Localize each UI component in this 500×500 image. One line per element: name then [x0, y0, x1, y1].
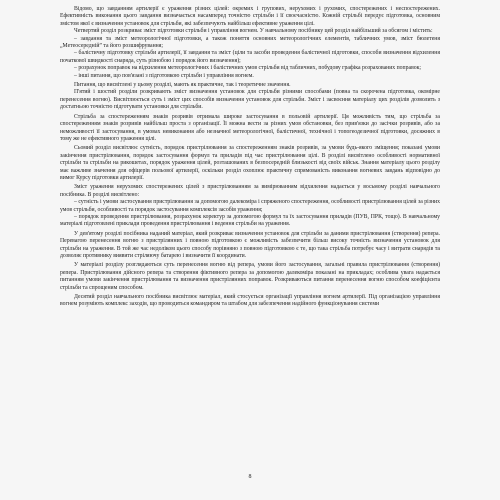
paragraph-section-10: Десятий розділ навчального посібника висвітлює матеріал, який стосується організації управління вогнем артилерії. Під організацією управління вогнем розуміють комплекс заходів, що проводиться командиром та штабом для забезпечення надійного функціонування системи	[60, 294, 440, 308]
paragraph-section-8: Зміст ураження нерухомих спостережених цілей з пристрілюванням за вимірюванням відхилення надається у восьмому розділі навчального посібника. В розділі висвітлено:	[60, 184, 440, 198]
list-item-ballistic: – балістичну підготовку стрільби артилерії, її завдання та зміст (ціли та засоби проведення балістичної підготовки, способи визначення відхилення початкової швидкості снаряда, суть різнобою і порядок його визначення);	[60, 50, 440, 64]
paragraph-reference-point: У матеріалі розділу розглядаються суть перенесення вогню від репера, умови його застосування, загальні правила пристрілювання (створення) репера. Пристрілювання дійсного репера та створення фіктивного репера за допомогою далекоміра показані на прикладах; особлива увага надається питанням умови закінчення пристрілювання та визначення пристрілянних поправок. Розкриваються питання перенесення вогню способом коефіцієнта стрільби та спрощеним способом.	[60, 262, 440, 291]
list-item-rangefinder: – сутність і умови застосування пристрілювання за допомогою далекоміра і спряженого спостереження, особливості пристрілювання цілей за різних умов стрільби, особливості та порядок застосування комплексів засобів ураження;	[60, 199, 440, 213]
page-number: 8	[248, 474, 252, 480]
paragraph-section-4: Четвертий розділ розкриває зміст підготовки стрільби і управління вогнем. У навчальному посібнику цей розділ найбільший за обсягом і містить:	[74, 28, 433, 35]
body-text	[60, 6, 440, 309]
list-item-corrections: – розрахунок поправок на відхилення метеорологічних і балістичних умов стрільби від табличних, побудову графіка розрахованих поправок;	[74, 65, 422, 72]
paragraph-intro: Відомо, що завданням артилерії є ураження різних цілей: окремих і групових, нерухомих і рухомих, спостережених і неспостережених. Ефективність виконання цього завдання визначається насамперед точністю стрільби і її своєчасністю. Кожній стрільбі передує підготовка, основним змістом якої є визначення установок для стрільби, які забезпечують найбільш ефективне ураження цілі.	[60, 6, 440, 27]
paragraph-sections-5-6: П'ятий і шостий розділи розкривають зміст визначення установок для стрільби різними способами (повна та скорочена підготовка, окомірне перенесення вогню). Висвітлюється суть і зміст цих способів визначення установок для стрільби. Зміст і засвоєння матеріалу цих розділів дозволить з достатньою точністю підготувати установки для стрільби.	[60, 89, 440, 111]
paragraph-significance: Питання, що висвітлені у цьому розділі, мають як практичне, так і теоретичне значення.	[74, 82, 291, 89]
list-item-meteo: – завдання та зміст метеорологічної підготовки, а також поняття основних метеорологічних елементів, табличних умов, зміст бюлетеня „Метеосередній” та його розшифрування;	[60, 35, 440, 50]
paragraph-observation-fire: Стрільба за спостереженням знаків розривів отримала широке застосування в польовій артилерії. Ця можливість тим, що стрільба за спостереженням знаків розривів найбільш проста з організації. Її можна вести за різних умов обстановки, без прив'язки до засічки розривів, або за неможливості її застосування, в умовах невиконання або незначної метеорологічної, балістичної, технічної і топогеодезичної підготовки, досяжних в тому же не ефективного ураження цілі.	[60, 113, 440, 142]
paragraph-section-7: Сьомий розділ висвітлює сутність, порядок пристрілювання за спостереженням знаків розривів, за умови будь-якого зміщення; показані умови закінчення пристрілювання, порядок застосування формул та приладів під час пристрілювання цілі. В розділі висвітлено особливості нормативної стрільби та стрільби на рикошетах, порядок ураження цілей, розташованих в безпосередній близькості від своїх військ. Знання матеріалу цього розділу має важливе значення для офіцерів польової артилерії, оскільки розділ охоплює практичну спрямованість виконання вогневих завдань відповідно до вимог Курсу підготовки артилерії.	[60, 145, 440, 181]
list-item-other: – інші питання, що пов'язані з підготовкою стрільби і управління вогнем.	[74, 72, 254, 79]
paragraph-section-9: У дев'ятому розділі посібника наданий матеріал, який розкриває визначення установок для стрільби за даними пристрілювання (створення) репера. Перевагою перенесення вогню з пристрілянних і повною підготовкою є можливість забезпечити більш високу точність визначення установок для стрільби на ураження. В той же час недоліком цього способу порівняно з повною підготовкою є те, що така стрільба потребує часу і витрати снарядів та дозволяє противнику виявити стріляючу батарею і визначити її координати.	[60, 230, 440, 259]
list-item-procedure: – порядок проведення пристрілювання, розрахунок коректур за допомогою формул та їх застосування приладів (ПУВ, ПРК, тощо). В навчальному матеріалі підготовлені приклади проведення пристрілювання і ведення стрільби на ураження.	[60, 213, 440, 228]
